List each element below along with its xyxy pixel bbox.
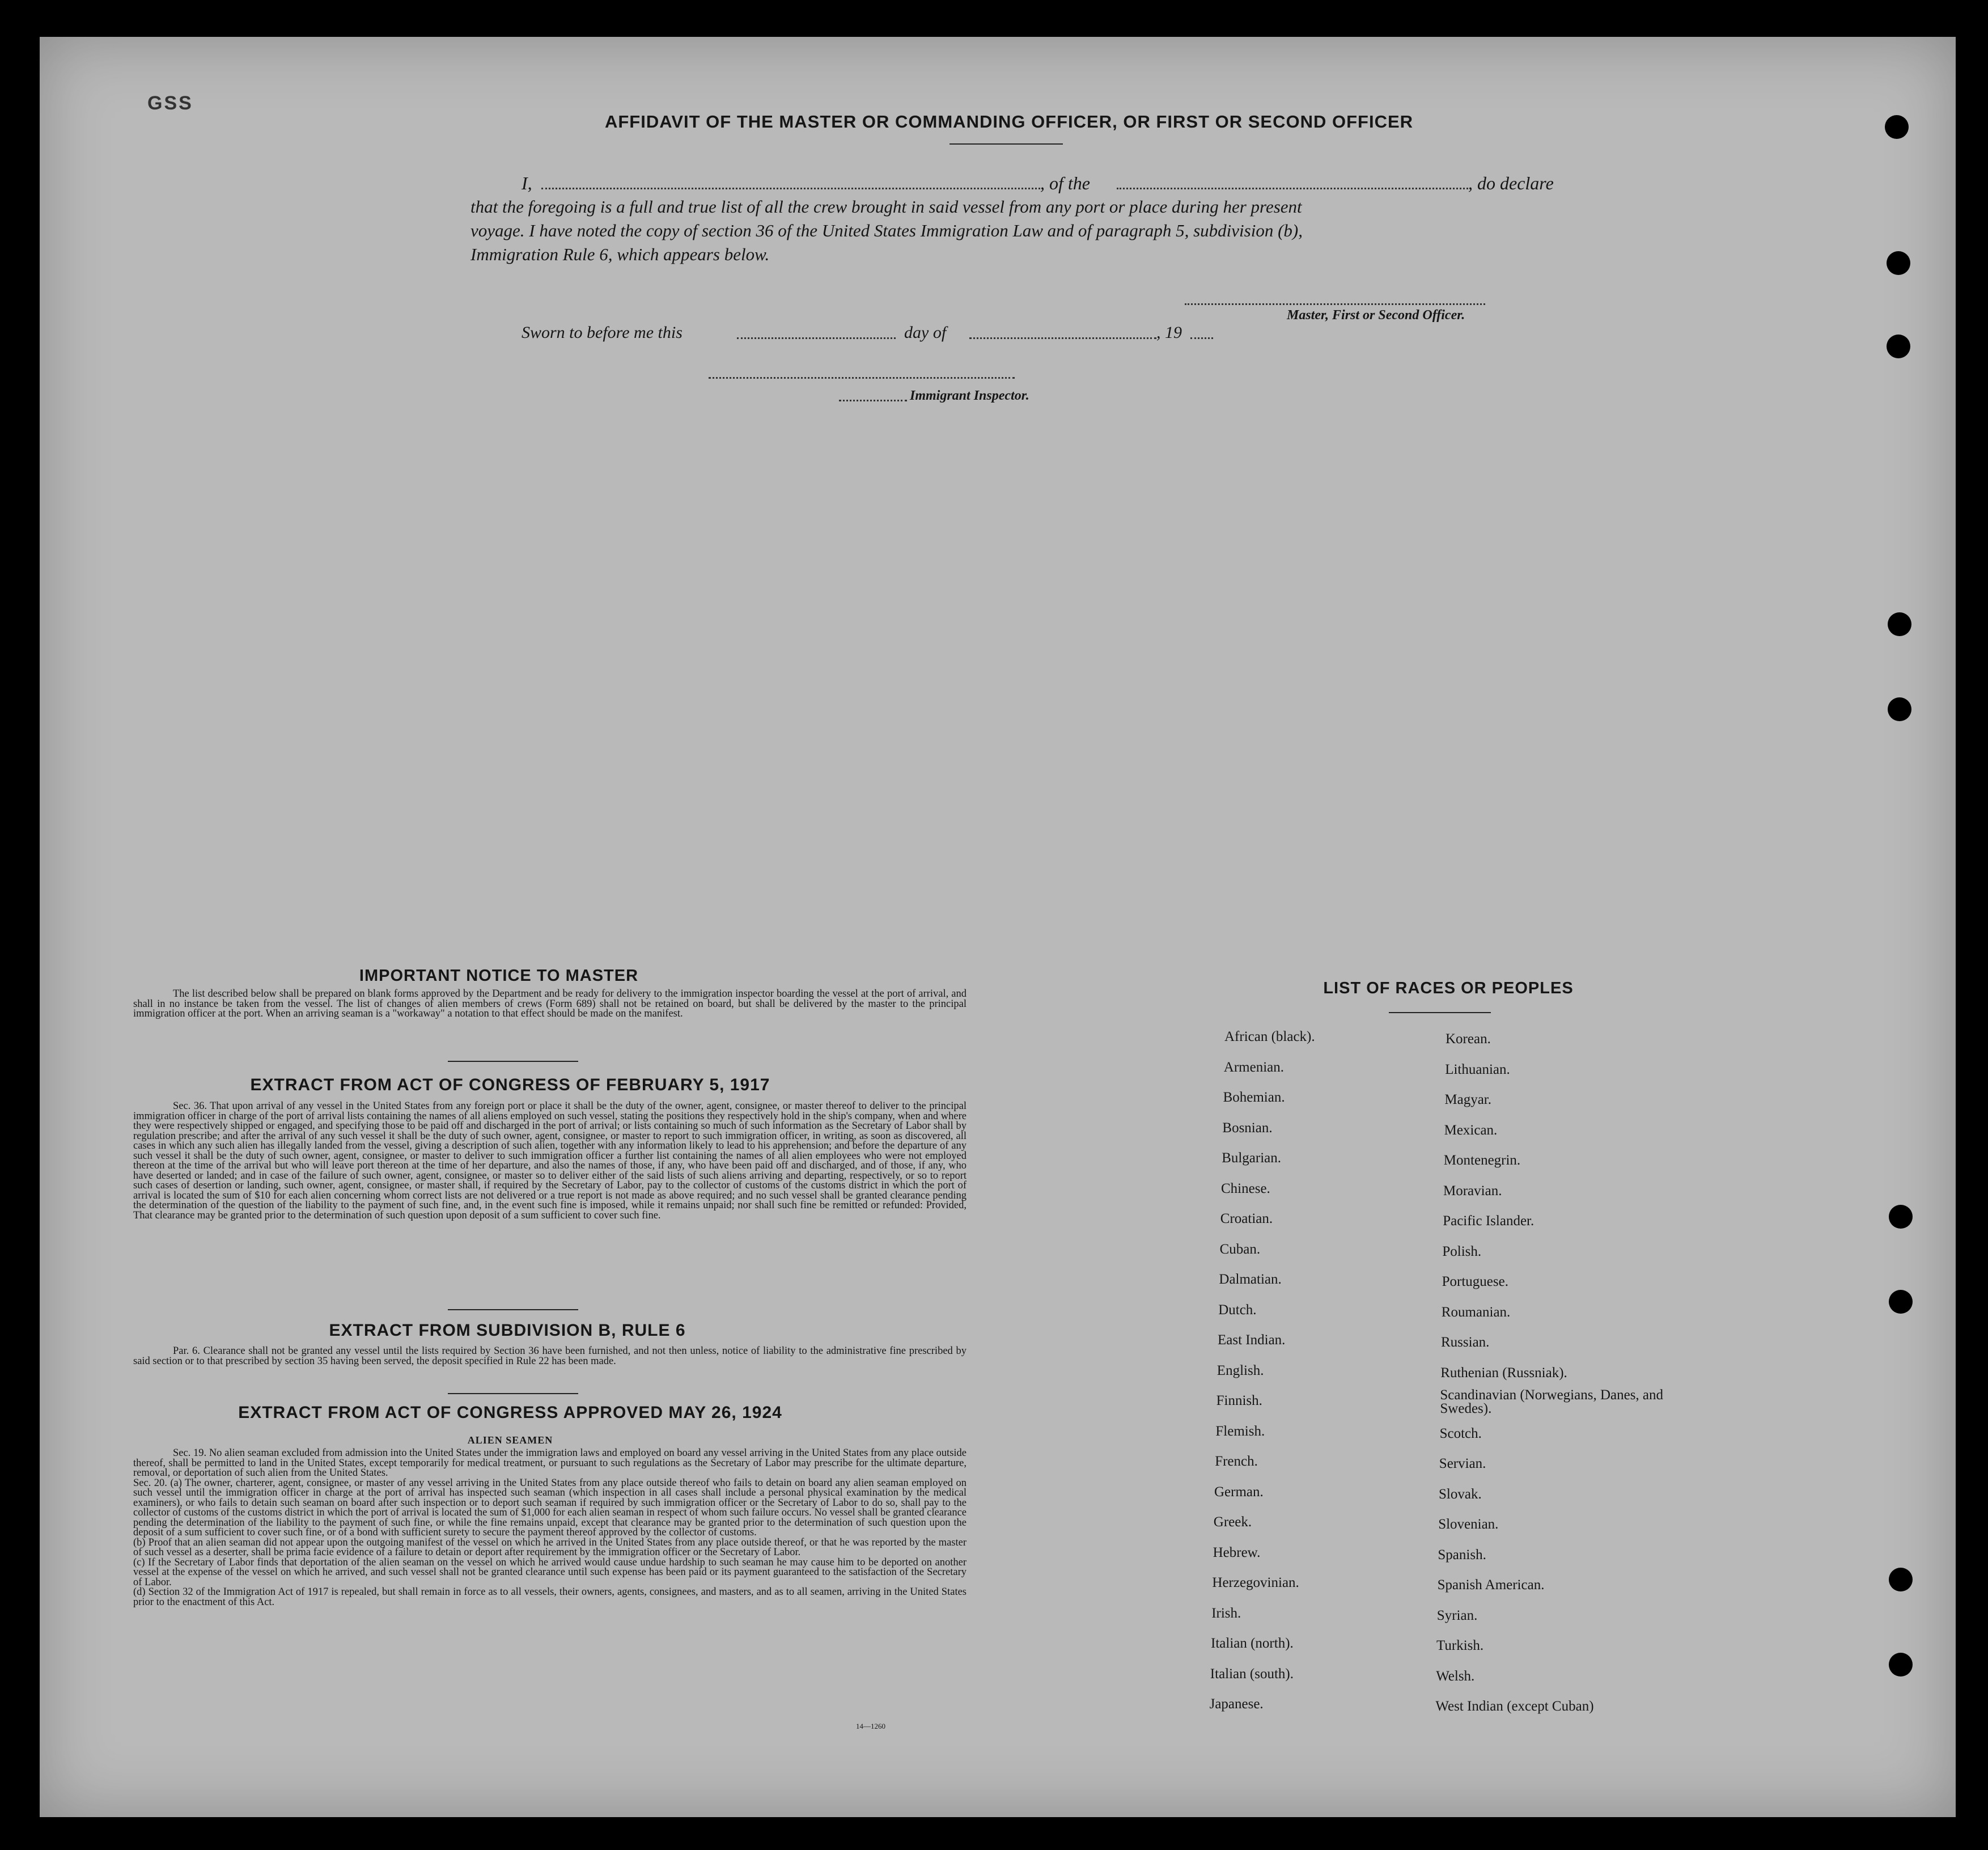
binder-hole xyxy=(1889,1290,1913,1314)
master-signature-caption: Master, First or Second Officer. xyxy=(1287,308,1465,323)
race-item: Servian. xyxy=(1439,1456,1486,1471)
race-item: Cuban. xyxy=(1219,1241,1261,1257)
section-rule xyxy=(448,1061,578,1062)
inspector-signature-line[interactable] xyxy=(709,377,1015,379)
notice-text: The list described below shall be prepared on blank forms approved by the Department and be ready for delivery to the immigration inspector boarding the vessel at the port of arrival, and shall in no instance be taken from the vessel. The list of changes of alien members of crews (Form 689) shall not be retained on board, but shall be delivered by the master to the principal immigration officer at the port. When an arriving seaman is a "workaway" a notation to that effect should be made on the manifest. xyxy=(133,988,967,1019)
race-item: Moravian. xyxy=(1443,1183,1502,1199)
race-item: Turkish. xyxy=(1436,1638,1484,1653)
binder-hole xyxy=(1888,697,1911,721)
races-title-rule xyxy=(1389,1012,1491,1013)
race-item: Irish. xyxy=(1211,1605,1241,1621)
master-name-field[interactable] xyxy=(541,188,1040,189)
race-item: Scotch. xyxy=(1439,1425,1482,1441)
extract-1924-text: Sec. 19. No alien seaman excluded from admission into the United States under the immigration laws and employed on board any vessel arriving in the United States from any place outside thereof, shall be permitted to land in the United States, except temporarily for medical treatment, or pursuant to such regulations as the Secretary of Labor may prescribe for the ultimate departure, removal, or deportation of such alien from the United States. Sec. 20. (a) The owner, charterer, agent, consignee, or master of any vessel arriving in the United States from any place outside thereof who fails to detain on board any alien seaman employed on such vessel until the immigration officer in charge at the port of arrival has inspected such seaman (which inspection in all cases shall include a personal physical examination by the medical examiners), or who fails to detain such seaman on board after such inspection or to deport such seaman if required by such immigration officer or the Secretary of Labor to do so, shall pay to the collector of customs of the customs district in which the port of arrival is located the sum of $1,000 for each alien seaman in respect of whom such failure occurs. No vessel shall be granted clearance pending the determination of the liability to the payment of such fine, or while the fine remains unpaid, except that clearance may be granted prior to the determination of such question upon the deposit of a sum sufficient to cover such fine, or of a bond with sufficient surety to secure the payment thereof approved by the collector of customs. (b) Proof that an alien seaman did not appear upon the outgoing manifest of the vessel on which he arrived in the United States from any place outside thereof, or that he was reported by the master of such vessel as a deserter, shall be prima facie evidence of a failure to detain or deport after requirement by the immigration officer or the Secretary of Labor. (c) If the Secretary of Labor finds that deportation of the alien seaman on the vessel on which he arrived would cause undue hardship to such seaman he may cause him to be deported on another vessel at the expense of the vessel on which he arrived, and such vessel shall not be granted clearance until such expense has been paid or its payment guaranteed to the satisfaction of the Secretary of Labor. (d) Section 32 of the Immigration Act of 1917 is repealed, but shall remain in force as to all vessels, their owners, agents, consignees, and masters, and as to all seamen, arriving in the United States prior to the enactment of this Act. xyxy=(133,1447,967,1608)
form-page xyxy=(40,37,1956,1817)
race-item: Scandinavian (Norwegians, Danes, and Swedes). xyxy=(1440,1387,1664,1416)
race-item: Hebrew. xyxy=(1213,1544,1261,1560)
race-item: Slovenian. xyxy=(1438,1517,1499,1532)
race-item: Slovak. xyxy=(1439,1486,1482,1502)
race-item: Flemish. xyxy=(1215,1423,1265,1439)
affidavit-line4: Immigration Rule 6, which appears below. xyxy=(470,244,770,264)
binder-hole xyxy=(1885,115,1909,139)
form-number: 14—1260 xyxy=(856,1722,885,1730)
binder-hole xyxy=(1888,612,1911,636)
race-item: Japanese. xyxy=(1209,1696,1264,1712)
sworn-year-field[interactable] xyxy=(1190,337,1213,339)
master-signature-line[interactable] xyxy=(1185,303,1485,305)
race-item: Herzegovinian. xyxy=(1212,1575,1299,1590)
binder-hole xyxy=(1887,335,1910,358)
race-item: Pacific Islander. xyxy=(1443,1213,1535,1229)
race-item: Croatian. xyxy=(1220,1211,1273,1226)
race-item: Bosnian. xyxy=(1222,1120,1273,1136)
binder-hole xyxy=(1889,1205,1913,1229)
sworn-label: Sworn to before me this xyxy=(522,323,683,342)
race-item: Syrian. xyxy=(1436,1607,1478,1623)
race-item: Bulgarian. xyxy=(1222,1150,1282,1166)
section-rule xyxy=(448,1309,578,1310)
race-item: West Indian (except Cuban) xyxy=(1435,1699,1594,1714)
race-item: Spanish. xyxy=(1438,1547,1486,1563)
race-item: Spanish American. xyxy=(1437,1577,1545,1593)
affidavit-title: AFFIDAVIT OF THE MASTER OR COMMANDING OFFICER, OR FIRST OR SECOND OFFICER xyxy=(604,112,1414,132)
race-item: Mexican. xyxy=(1444,1122,1498,1138)
race-item: Italian (south). xyxy=(1210,1666,1294,1682)
race-item: Italian (north). xyxy=(1211,1636,1294,1651)
race-item: Montenegrin. xyxy=(1443,1153,1521,1168)
race-item: Chinese. xyxy=(1221,1180,1270,1196)
race-item: Ruthenian (Russniak). xyxy=(1440,1365,1567,1381)
title-rule xyxy=(950,143,1063,145)
extract-1924-title: EXTRACT FROM ACT OF CONGRESS APPROVED MAY 26, 1924 xyxy=(238,1403,782,1422)
race-item: English. xyxy=(1216,1362,1264,1378)
extract-1917-text: Sec. 36. That upon arrival of any vessel in the United States from any foreign port or place it shall be the duty of the owner, agent, consignee, or master thereof to deliver to the principal immigration officer in charge of the port of arrival lists containing the names of all aliens employed on such vessel, stating the positions they respectively hold in the ship's company, when and where they were respectively shipped or engaged, and specifying those to be paid off and discharged in the port of arrival; or lists containing so much of such information as the Secretary of Labor shall by regulation prescribe; and after the arrival of any such vessel it shall be the duty of such owner, agent, consignee, or master to report to such immigration officer, in writing, as soon as discovered, all cases in which any such alien has illegally landed from the vessel, giving a description of such alien, together with any information likely to lead to his apprehension; and before the departure of any such vessel it shall be the duty of such owner, agent, consignee, or master to deliver to such immigration officer a further list containing the names of all alien employees who were not employed thereon at the time of the arrival but who will leave port thereon at the time of her departure, and also the names of those, if any, who have been paid off and discharged, and of those, if any, who have deserted or landed; and in case of the failure of such owner, agent, consignee, or master so to deliver either of the said lists of such aliens arriving and departing, respectively, or so to report such cases of desertion or landing, such owner, agent, consignee, or master shall, if required by the Secretary of Labor, pay to the collector of customs of the customs district in which the port of arrival is located the sum of $10 for each alien concerning whom correct lists are not delivered or a true report is not made as above required; and no such vessel shall be granted clearance pending the determination of the question of the liability to the payment of such fine, and, in the event such fine is imposed, while it remains unpaid; nor shall such fine be remitted or refunded: Provided, That clearance may be granted prior to the determination of such question upon deposit of a sum sufficient to cover such fine. xyxy=(133,1100,967,1221)
page-mark: GSS xyxy=(147,92,193,114)
race-item: African (black). xyxy=(1224,1029,1315,1044)
race-item: Welsh. xyxy=(1436,1668,1475,1684)
year-label: , 19 xyxy=(1156,323,1182,342)
race-item: Polish. xyxy=(1442,1243,1482,1259)
affidavit-line1-declare: , do declare xyxy=(1468,173,1554,193)
affidavit-line1-of-the: , of the xyxy=(1040,173,1090,193)
race-item: French. xyxy=(1215,1454,1258,1469)
race-item: Finnish. xyxy=(1216,1393,1262,1408)
affidavit-line3: voyage. I have noted the copy of section 36 of the United States Immigration Law and of paragraph 5, subdivision (b), xyxy=(470,221,1303,240)
notice-title: IMPORTANT NOTICE TO MASTER xyxy=(359,967,639,985)
rule6-text: Par. 6. Clearance shall not be granted any vessel until the lists required by Section 36 have been furnished, and not then unless, notice of liability to the administrative fine prescribed by said section or to that prescribed by section 35 having been served, the deposit specified in Rule 22 has been made. xyxy=(133,1345,967,1367)
race-item: Roumanian. xyxy=(1441,1304,1511,1320)
race-item: Bohemian. xyxy=(1223,1090,1285,1105)
race-item: Greek. xyxy=(1213,1514,1252,1530)
rule6-title: EXTRACT FROM SUBDIVISION B, RULE 6 xyxy=(329,1321,686,1340)
race-item: Magyar. xyxy=(1444,1092,1492,1107)
race-item: Lithuanian. xyxy=(1445,1061,1510,1077)
inspector-prefix-line xyxy=(839,400,907,401)
binder-hole xyxy=(1889,1653,1913,1677)
extract-1917-title: EXTRACT FROM ACT OF CONGRESS OF FEBRUARY 5, 1917 xyxy=(250,1076,770,1094)
sworn-day-field[interactable] xyxy=(737,337,896,339)
race-item: Dalmatian. xyxy=(1219,1272,1282,1287)
race-item: Portuguese. xyxy=(1442,1274,1508,1289)
races-title: LIST OF RACES OR PEOPLES xyxy=(1323,979,1574,997)
race-item: Armenian. xyxy=(1223,1059,1285,1075)
binder-hole xyxy=(1887,251,1910,275)
race-item: Korean. xyxy=(1446,1031,1491,1047)
race-item: German. xyxy=(1214,1484,1264,1500)
race-item: Dutch. xyxy=(1218,1302,1257,1318)
affidavit-line1-i: I, xyxy=(522,173,532,193)
inspector-caption: Immigrant Inspector. xyxy=(910,388,1029,403)
affidavit-line2: that the foregoing is a full and true list of all the crew brought in said vessel from any port or place during her present xyxy=(470,197,1302,217)
race-item: East Indian. xyxy=(1218,1332,1286,1348)
vessel-name-field[interactable] xyxy=(1117,188,1468,189)
section-rule xyxy=(448,1393,578,1394)
sworn-month-field[interactable] xyxy=(969,337,1156,339)
alien-seamen-subtitle: ALIEN SEAMEN xyxy=(467,1434,553,1446)
binder-hole xyxy=(1889,1568,1913,1591)
race-item: Russian. xyxy=(1441,1335,1490,1350)
day-of-label: day of xyxy=(904,323,947,342)
